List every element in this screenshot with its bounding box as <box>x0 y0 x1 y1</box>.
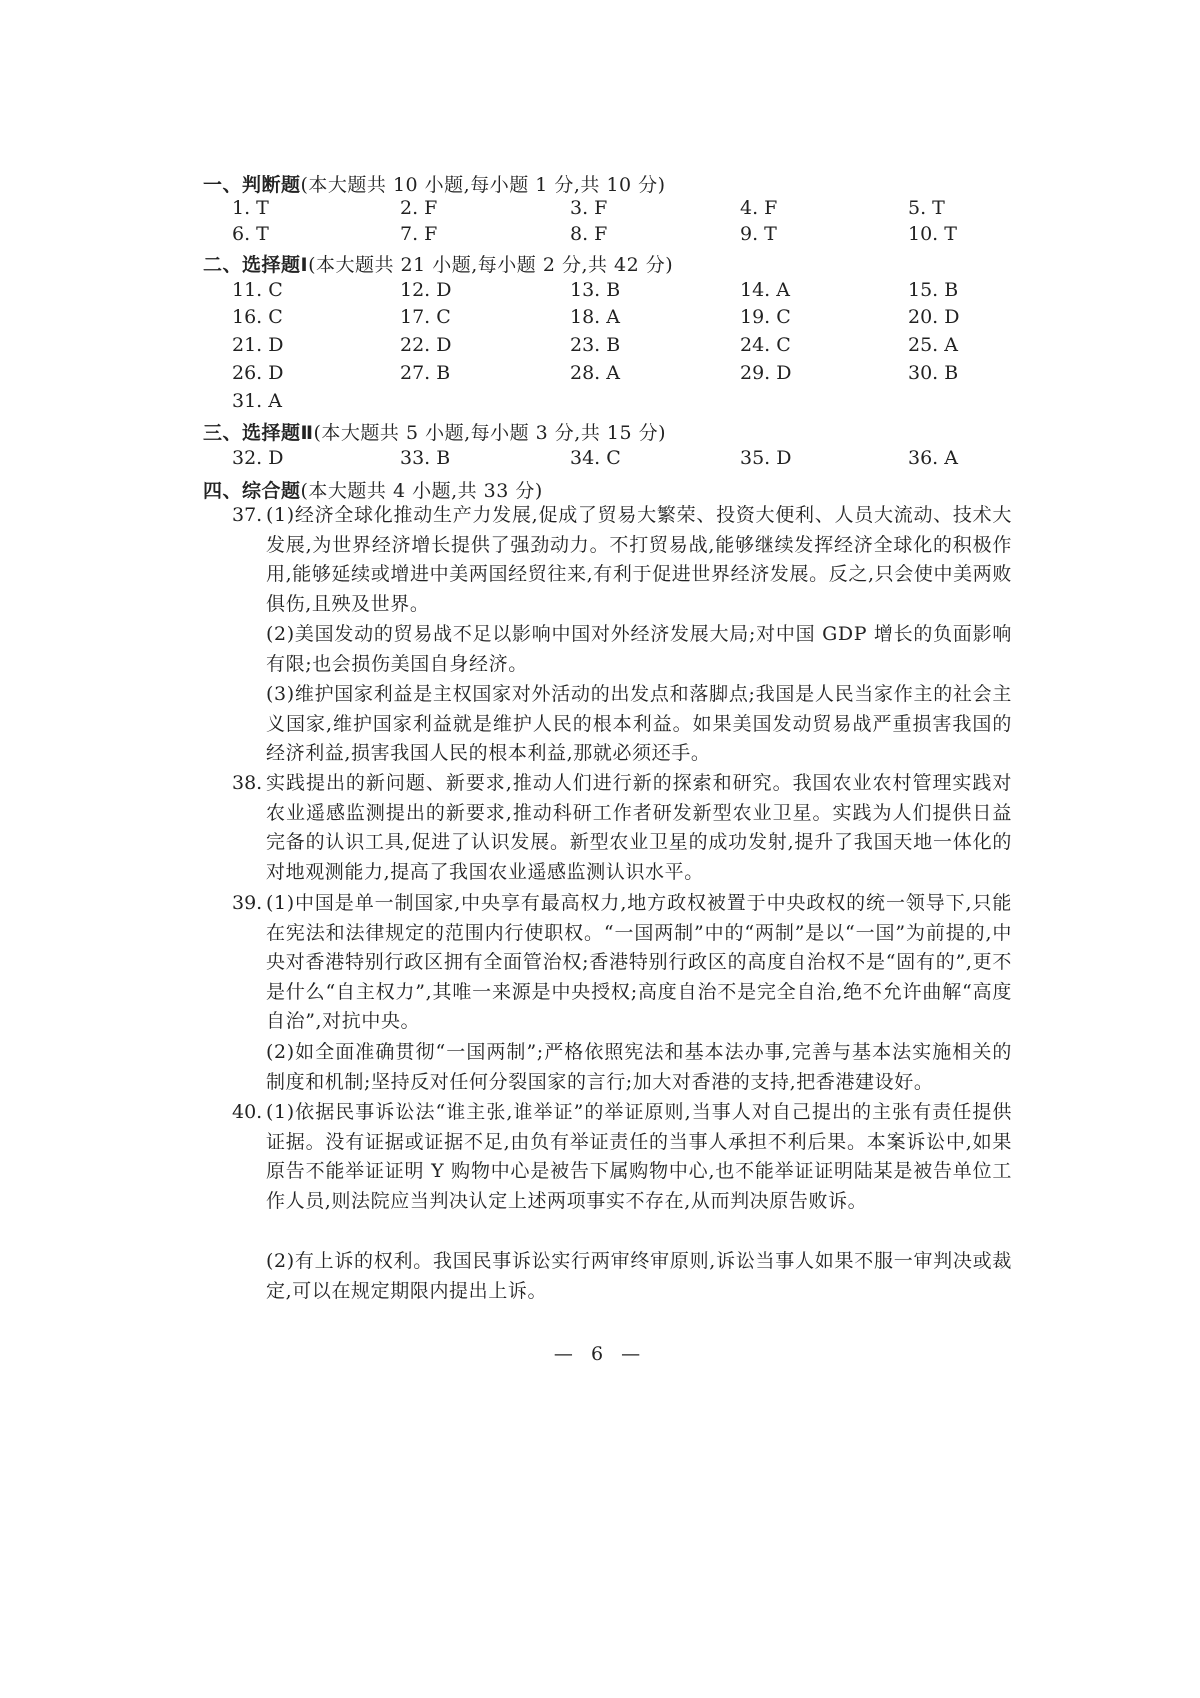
answer-item: 18. A <box>570 306 620 328</box>
section-title: 一、判断题 <box>203 174 301 196</box>
answer-row <box>232 197 1112 223</box>
answer-item: 16. C <box>232 306 283 328</box>
section-title: 三、选择题Ⅱ <box>203 422 314 444</box>
section-header-choice-2 <box>203 418 666 445</box>
page-number: — 6 — <box>553 1343 647 1365</box>
answer-item: 19. C <box>740 306 791 328</box>
section-header-choice-1 <box>203 250 673 277</box>
answer-item: 6. T <box>232 223 269 245</box>
answer-item: 24. C <box>740 334 791 356</box>
answer-item: 12. D <box>400 279 452 301</box>
answer-paragraph: (2)美国发动的贸易战不足以影响中国对外经济发展大局;对中国 GDP 增长的负面影响有限;也会损伤美国自身经济。 <box>266 623 1012 675</box>
answer-item: 34. C <box>570 447 621 469</box>
answer-item: 9. T <box>740 223 777 245</box>
answer-row <box>232 447 1112 473</box>
answer-row <box>232 390 1112 416</box>
answer-item: 29. D <box>740 362 792 384</box>
answer-item: 33. B <box>400 447 451 469</box>
section-header-comprehensive <box>203 476 543 503</box>
answer-item: 31. A <box>232 390 282 412</box>
section-header-judgement <box>203 170 666 197</box>
answer-row <box>232 334 1112 360</box>
answer-row <box>232 306 1112 332</box>
section-note: (本大题共 5 小题,每小题 3 分,共 15 分) <box>313 422 667 444</box>
answer-item: 17. C <box>400 306 451 328</box>
question-number: 37. <box>232 504 263 526</box>
answer-item: 8. F <box>570 223 608 245</box>
question-number: 38. <box>232 772 263 794</box>
section-note: (本大题共 21 小题,每小题 2 分,共 42 分) <box>308 254 674 276</box>
answer-item: 7. F <box>400 223 438 245</box>
answer-paragraph: 实践提出的新问题、新要求,推动人们进行新的探索和研究。我国农业农村管理实践对农业遥感监测提出的新要求,推动科研工作者研发新型农业卫星。实践为人们提供日益完备的认识工具,促进了认识发展。新型农业卫星的成功发射,提升了我国天地一体化的对地观测能力,提高了我国农业遥感监测认识水平。 <box>266 772 1012 883</box>
section-note: (本大题共 10 小题,每小题 1 分,共 10 分) <box>300 174 666 196</box>
answer-item: 23. B <box>570 334 621 356</box>
answer-row <box>232 362 1112 388</box>
question-number: 40. <box>232 1101 263 1123</box>
section-note: (本大题共 4 小题,共 33 分) <box>300 480 543 502</box>
answer-item: 36. A <box>908 447 958 469</box>
answer-item: 5. T <box>908 197 945 219</box>
answer-paragraph: (3)维护国家利益是主权国家对外活动的出发点和落脚点;我国是人民当家作主的社会主义国家,维护国家利益就是维护人民的根本利益。如果美国发动贸易战严重损害我国的经济利益,损害我国人民的根本利益,那就必须还手。 <box>266 683 1012 765</box>
answer-row <box>232 279 1112 305</box>
answer-item: 30. B <box>908 362 959 384</box>
answer-paragraph: (1)依据民事诉讼法“谁主张,谁举证”的举证原则,当事人对自己提出的主张有责任提供证据。没有证据或证据不足,由负有举证责任的当事人承担不利后果。本案诉讼中,如果原告不能举证证明 Y 购物中心是被告下属购物中心,也不能举证证明陆某是被告单位工作人员,则法院应当判决认定上述两项事实不存在,从而判决原告败诉。 <box>266 1101 1012 1212</box>
answer-item: 20. D <box>908 306 960 328</box>
answer-item: 2. F <box>400 197 438 219</box>
answer-item: 1. T <box>232 197 269 219</box>
answer-item: 22. D <box>400 334 452 356</box>
answer-item: 14. A <box>740 279 790 301</box>
answer-item: 4. F <box>740 197 778 219</box>
answer-paragraph: (2)如全面准确贯彻“一国两制”;严格依照宪法和基本法办事,完善与基本法实施相关的制度和机制;坚持反对任何分裂国家的言行;加大对香港的支持,把香港建设好。 <box>266 1041 1012 1093</box>
answer-item: 25. A <box>908 334 958 356</box>
answer-item: 11. C <box>232 279 283 301</box>
answer-item: 10. T <box>908 223 957 245</box>
answer-paragraph: (2)有上诉的权利。我国民事诉讼实行两审终审原则,诉讼当事人如果不服一审判决或裁定,可以在规定期限内提出上诉。 <box>266 1250 1012 1302</box>
answer-item: 3. F <box>570 197 608 219</box>
answer-item: 27. B <box>400 362 451 384</box>
question-number: 39. <box>232 892 263 914</box>
answer-item: 21. D <box>232 334 284 356</box>
answer-paragraph: (1)中国是单一制国家,中央享有最高权力,地方政权被置于中央政权的统一领导下,只能在宪法和法律规定的范围内行使职权。“一国两制”中的“两制”是以“一国”为前提的,中央对香港特别行政区拥有全面管治权;香港特别行政区的高度自治权不是“固有的”,更不是什么“自主权力”,其唯一来源是中央授权;高度自治不是完全自治,绝不允许曲解“高度自治”,对抗中央。 <box>266 892 1012 1033</box>
answer-item: 28. A <box>570 362 620 384</box>
answer-item: 15. B <box>908 279 959 301</box>
answer-item: 26. D <box>232 362 284 384</box>
answer-item: 32. D <box>232 447 284 469</box>
section-title: 二、选择题Ⅰ <box>203 254 309 276</box>
answer-row <box>232 223 1112 249</box>
answer-item: 35. D <box>740 447 792 469</box>
answer-paragraph: (1)经济全球化推动生产力发展,促成了贸易大繁荣、投资大便利、人员大流动、技术大发展,为世界经济增长提供了强劲动力。不打贸易战,能够继续发挥经济全球化的积极作用,能够延续或增进中美两国经贸往来,有利于促进世界经济发展。反之,只会使中美两败俱伤,且殃及世界。 <box>266 504 1012 615</box>
answer-item: 13. B <box>570 279 621 301</box>
section-title: 四、综合题 <box>203 480 301 502</box>
